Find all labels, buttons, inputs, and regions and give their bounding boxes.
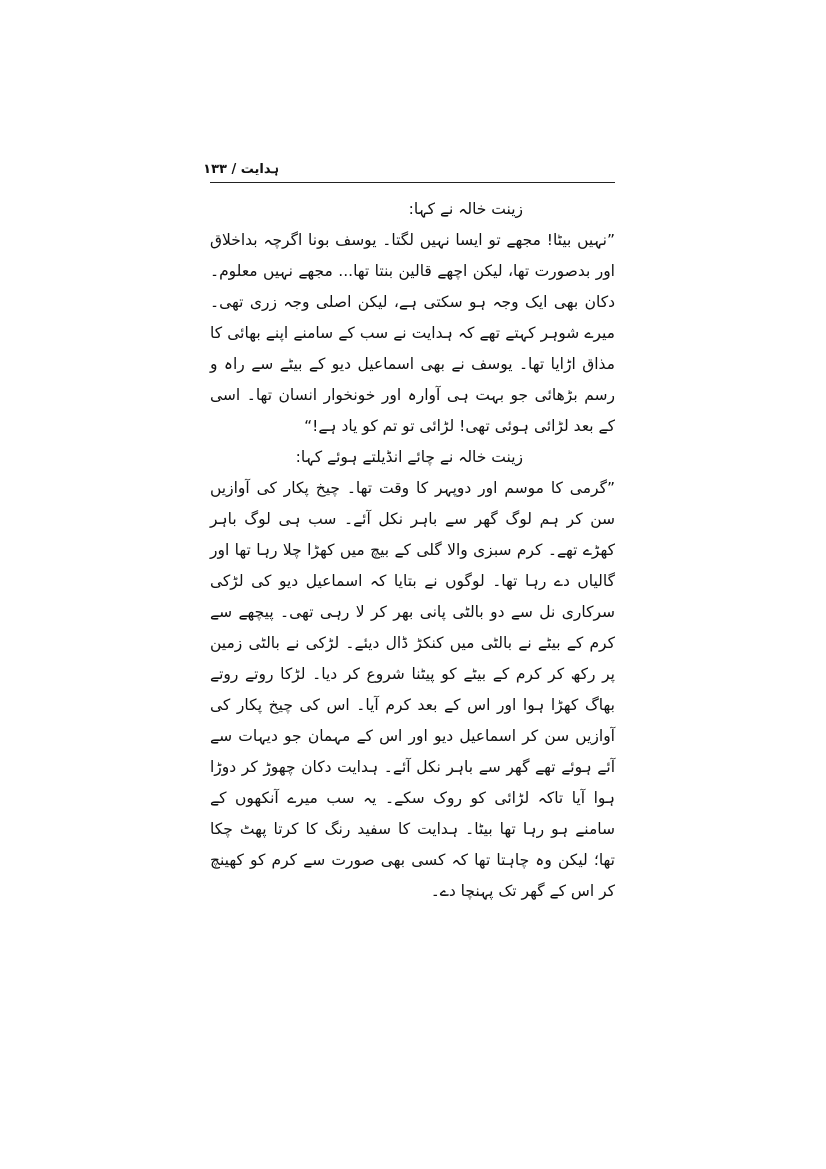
book-page [203, 160, 615, 900]
quote-paragraph-2: ”گرمی کا موسم اور دوپہر کا وقت تھا۔ چیخ پکار کی آوازیں سن کر ہم لوگ گھر سے باہر نکل آئے۔ سب ہی لوگ باہر کھڑے تھے۔ کرم سبزی والا گلی کے بیچ میں کھڑا چلا رہا تھا اور گالیاں دے رہا تھا۔ لوگوں نے بتایا کہ اسماعیل دیو کی لڑکی سرکاری نل سے دو بالٹی پانی بھر کر لا رہی تھی۔ پیچھے سے کرم کے بیٹے نے بالٹی میں کنکڑ ڈال دیئے۔ لڑکی نے بالٹی زمین پر رکھ کر کرم کے بیٹے کو پیٹنا شروع کر دیا۔ لڑکا روتے روتے بھاگ کھڑا ہوا اور اس کے بعد کرم آیا۔ اس کی چیخ پکار کی آوازیں سن کر اسماعیل دیو اور اس کے مہمان جو دیہات سے آئے ہوئے تھے گھر سے باہر نکل آئے۔ ہدایت دکان چھوڑ کر دوڑا ہوا آیا تاکہ لڑائی کو روک سکے۔ یہ سب میرے آنکھوں کے سامنے ہو رہا تھا بیٹا۔ ہدایت کا سفید رنگ کا کرتا پھٹ چکا تھا؛ لیکن وہ چاہتا تھا کہ کسی بھی صورت سے کرم کو کھینچ کر اس کے گھر تک پہنچا دے۔ [210, 479, 615, 900]
quote-paragraph-1: ”نہیں بیٹا! مجھے تو ایسا نہیں لگتا۔ یوسف بونا اگرچہ بداخلاق اور بدصورت تھا، لیکن اچھے قالین بنتا تھا... مجھے نہیں معلوم۔ دکان بھی ایک وجہ ہو سکتی ہے، لیکن اصلی وجہ زری تھی۔ میرے شوہر کہتے تھے کہ ہدایت نے سب کے سامنے اپنے بھائی کا مذاق اڑایا تھا۔ یوسف نے بھی اسماعیل دیو کے بیٹے سے راہ و رسم بڑھائی جو بہت ہی آوارہ اور خونخوار انسان تھا۔ اسی کے بعد لڑائی ہوئی تھی! لڑائی تو تم کو یاد ہے!“ [210, 231, 615, 435]
speaker-line-2: زینت خالہ نے چائے انڈیلتے ہوئے کہا: [295, 448, 523, 466]
page-body [210, 194, 615, 907]
speaker-line-1: زینت خالہ نے کہا: [408, 200, 523, 218]
page-header [203, 160, 615, 183]
running-head: ہدایت / ۱۳۳ [203, 162, 279, 177]
